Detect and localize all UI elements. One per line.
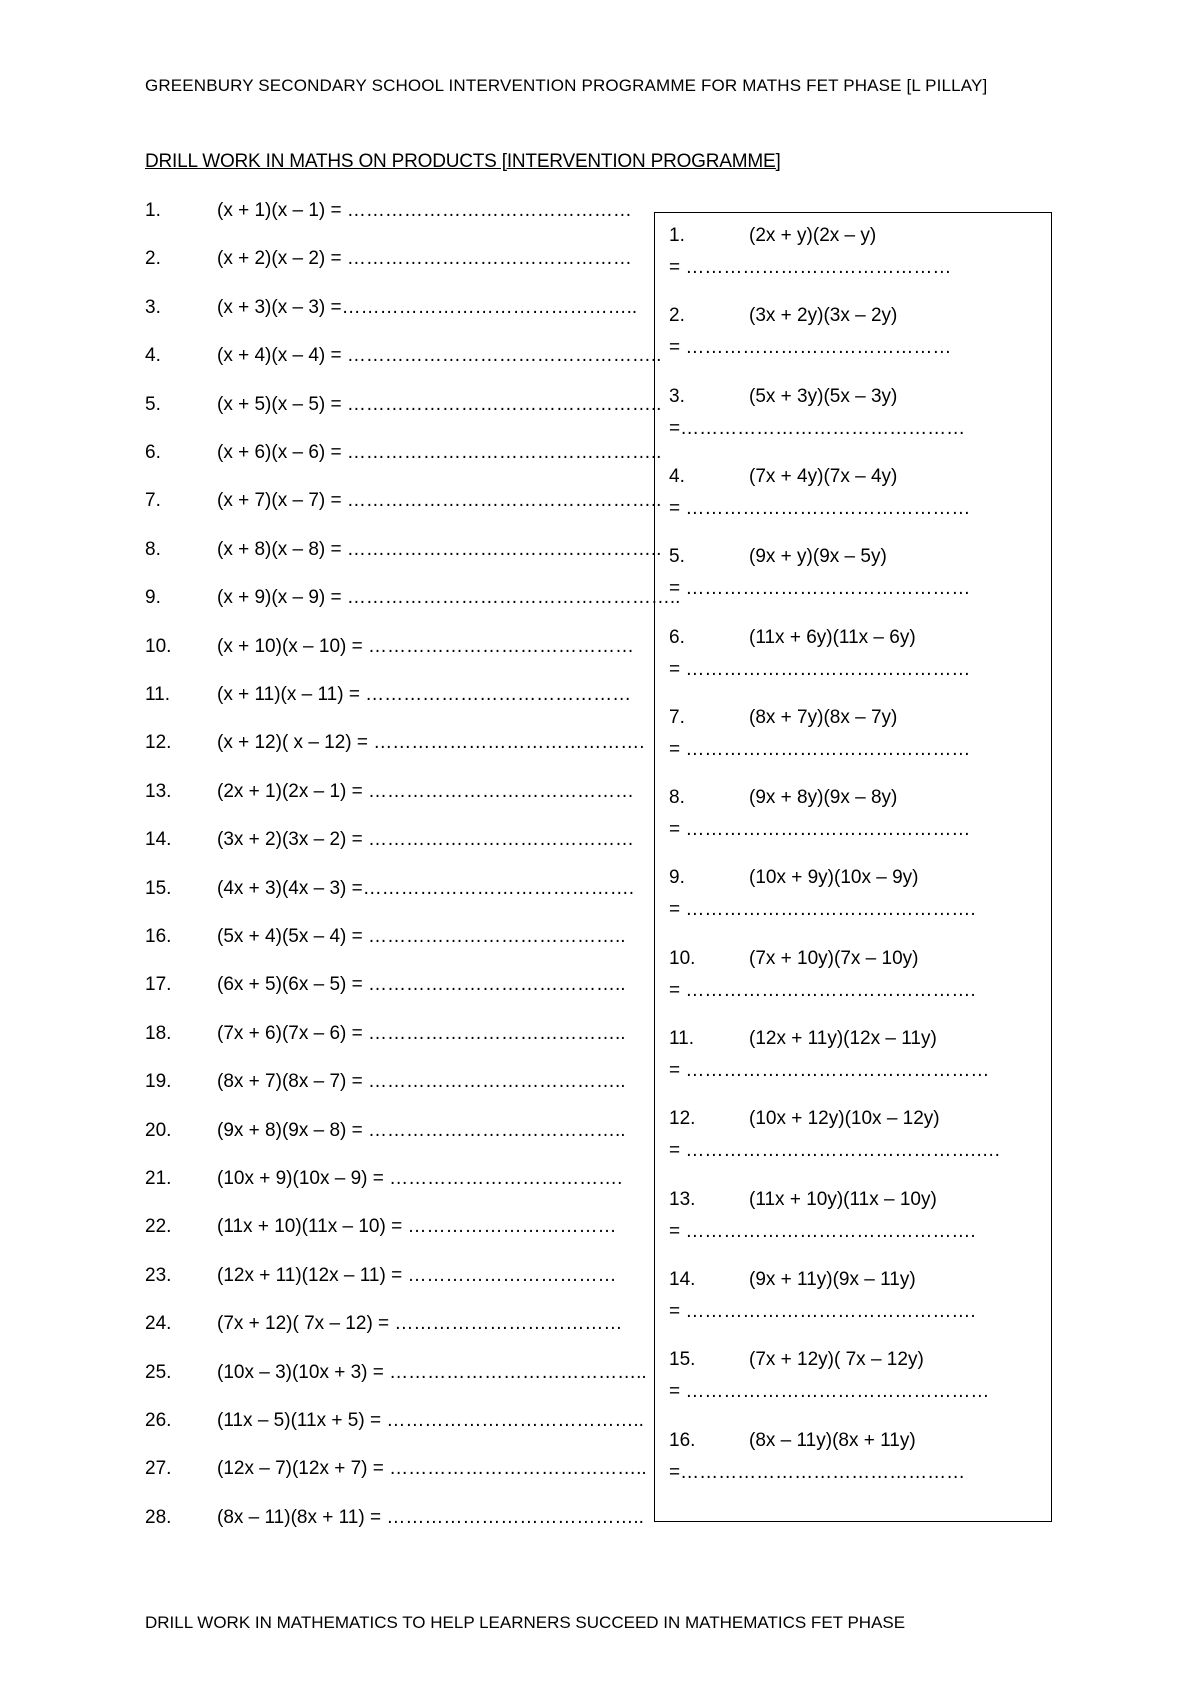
boxed-question-expression: (3x + 2y)(3x – 2y)	[749, 305, 898, 327]
boxed-question-number: 14.	[669, 1268, 696, 1290]
boxed-question-number: 5.	[669, 546, 685, 568]
question-expression: (10x – 3)(10x + 3) = …………………………………..	[217, 1361, 647, 1383]
question-expression: (12x – 7)(12x + 7) = …………………………………..	[217, 1458, 647, 1480]
boxed-question-expression: (2x + y)(2x – y)	[749, 225, 877, 246]
answer-line: = …………………………………………	[669, 1381, 990, 1403]
question-expression: (9x + 8)(9x – 8) = …………………………………..	[217, 1119, 626, 1141]
question-number: 9.	[145, 587, 161, 609]
answer-line: =………………………………………	[669, 417, 966, 439]
boxed-question-number: 2.	[669, 305, 685, 327]
question-expression: (x + 10)(x – 10) = ……………………………………	[217, 635, 635, 657]
question-number: 16.	[145, 926, 172, 947]
boxed-question-number: 16.	[669, 1429, 696, 1451]
question-expression: (x + 7)(x – 7) = …………………………………………..	[217, 490, 662, 512]
question-number: 3.	[145, 296, 161, 318]
question-expression: (4x + 3)(4x – 3) =…………………………………….	[217, 877, 635, 899]
boxed-question-number: 12.	[669, 1108, 696, 1130]
question-expression: (x + 3)(x – 3) =………………………………………..	[217, 296, 638, 318]
boxed-question-expression: (10x + 12y)(10x – 12y)	[749, 1108, 940, 1130]
question-number: 6.	[145, 442, 161, 463]
question-number: 14.	[145, 829, 172, 851]
answer-line: = ……………………………………	[669, 257, 952, 278]
right-question-box	[654, 212, 1052, 1522]
question-number: 21.	[145, 1168, 172, 1189]
boxed-question-number: 1.	[669, 225, 685, 246]
question-number: 4.	[145, 345, 161, 367]
question-number: 25.	[145, 1361, 172, 1383]
question-number: 7.	[145, 490, 161, 512]
question-number: 18.	[145, 1022, 172, 1044]
answer-line: = ……………………………………….	[669, 1300, 976, 1322]
question-number: 20.	[145, 1119, 172, 1141]
question-expression: (x + 1)(x – 1) = ………………………………………	[217, 200, 632, 221]
boxed-question-expression: (11x + 10y)(11x – 10y)	[749, 1188, 937, 1210]
question-expression: (3x + 2)(3x – 2) = ……………………………………	[217, 829, 635, 851]
boxed-question-number: 6.	[669, 626, 685, 648]
answer-line: = ………………………………………	[669, 738, 971, 760]
answer-line: = ………………………………………	[669, 819, 971, 841]
question-expression: (6x + 5)(6x – 5) = …………………………………..	[217, 974, 626, 996]
question-number: 22.	[145, 1216, 172, 1238]
answer-line: = ………………………………………	[669, 578, 971, 600]
answer-line: = ……………………………………….	[669, 979, 976, 1001]
question-expression: (x + 4)(x – 4) = …………………………………………..	[217, 345, 662, 367]
answer-line: = …………………………………………	[669, 1060, 990, 1081]
question-number: 8.	[145, 538, 161, 560]
question-number: 19.	[145, 1071, 172, 1093]
boxed-question-number: 8.	[669, 787, 685, 809]
question-number: 5.	[145, 393, 161, 415]
question-number: 2.	[145, 248, 161, 270]
question-number: 11.	[145, 684, 171, 705]
question-number: 12.	[145, 732, 172, 754]
question-expression: (8x – 11)(8x + 11) = …………………………………..	[217, 1506, 644, 1528]
question-expression: (2x + 1)(2x – 1) = ……………………………………	[217, 780, 635, 802]
question-expression: (7x + 6)(7x – 6) = …………………………………..	[217, 1022, 626, 1044]
question-expression: (8x + 7)(8x – 7) = …………………………………..	[217, 1071, 626, 1093]
question-number: 27.	[145, 1458, 172, 1480]
page-header: GREENBURY SECONDARY SCHOOL INTERVENTION PROGRAMME FOR MATHS FET PHASE [L PILLAY]	[145, 76, 988, 95]
boxed-question-number: 13.	[669, 1188, 696, 1210]
boxed-question-expression: (7x + 4y)(7x – 4y)	[749, 465, 898, 487]
question-expression: (12x + 11)(12x – 11) = ……………………………	[217, 1264, 617, 1286]
boxed-question-number: 15.	[669, 1349, 696, 1371]
question-expression: (11x – 5)(11x + 5) = …………………………………..	[217, 1410, 644, 1431]
question-expression: (x + 8)(x – 8) = …………………………………………..	[217, 538, 662, 560]
boxed-question-expression: (8x – 11y)(8x + 11y)	[749, 1429, 916, 1451]
question-expression: (x + 5)(x – 5) = …………………………………………..	[217, 393, 662, 415]
question-expression: (10x + 9)(10x – 9) = ……………………………….	[217, 1168, 623, 1189]
boxed-question-expression: (9x + 8y)(9x – 8y)	[749, 787, 898, 809]
boxed-question-expression: (11x + 6y)(11x – 6y)	[749, 626, 916, 648]
question-expression: (x + 12)( x – 12) = …………………………………….	[217, 732, 645, 754]
boxed-question-expression: (9x + 11y)(9x – 11y)	[749, 1268, 916, 1290]
answer-line: = ………………………………………	[669, 658, 971, 680]
answer-line: = ……………………………………	[669, 337, 952, 359]
question-number: 28.	[145, 1506, 172, 1528]
worksheet-title: DRILL WORK IN MATHS ON PRODUCTS [INTERVENTION PROGRAMME]	[145, 151, 781, 172]
question-number: 23.	[145, 1264, 172, 1286]
boxed-question-expression: (5x + 3y)(5x – 3y)	[749, 385, 898, 407]
answer-line: = ………………………………………	[669, 497, 971, 519]
boxed-question-expression: (8x + 7y)(8x – 7y)	[749, 706, 898, 728]
question-number: 17.	[145, 974, 172, 996]
question-number: 24.	[145, 1313, 172, 1335]
boxed-question-expression: (12x + 11y)(12x – 11y)	[749, 1028, 937, 1049]
question-number: 10.	[145, 635, 172, 657]
answer-line: = ……………………………………….	[669, 1220, 976, 1242]
question-expression: (x + 6)(x – 6) = …………………………………………..	[217, 442, 662, 463]
boxed-question-number: 11.	[669, 1028, 695, 1049]
boxed-question-expression: (10x + 9y)(10x – 9y)	[749, 867, 919, 889]
boxed-question-expression: (9x + y)(9x – 5y)	[749, 546, 887, 568]
boxed-question-number: 4.	[669, 465, 685, 487]
question-expression: (11x + 10)(11x – 10) = ……………………………	[217, 1216, 617, 1238]
question-number: 1.	[145, 200, 161, 221]
answer-line: =………………………………………	[669, 1461, 966, 1483]
boxed-question-number: 3.	[669, 385, 685, 407]
question-expression: (5x + 4)(5x – 4) = …………………………………..	[217, 926, 626, 947]
answer-line: = ……………………………………….….	[669, 1140, 1000, 1162]
question-number: 13.	[145, 780, 172, 802]
question-expression: (7x + 12)( 7x – 12) = ………………………………	[217, 1313, 623, 1335]
boxed-question-expression: (7x + 10y)(7x – 10y)	[749, 947, 919, 969]
question-expression: (x + 2)(x – 2) = ………………………………………	[217, 248, 632, 270]
boxed-question-number: 7.	[669, 706, 685, 728]
question-number: 15.	[145, 877, 172, 899]
question-number: 26.	[145, 1410, 172, 1431]
page-footer: DRILL WORK IN MATHEMATICS TO HELP LEARNERS SUCCEED IN MATHEMATICS FET PHASE	[145, 1613, 906, 1632]
question-expression: (x + 11)(x – 11) = ……………………………………	[217, 684, 632, 705]
boxed-question-number: 9.	[669, 867, 685, 889]
question-expression: (x + 9)(x – 9) = ……………………………………………..	[217, 587, 681, 609]
answer-line: = ……………………………………….	[669, 899, 976, 921]
boxed-question-expression: (7x + 12y)( 7x – 12y)	[749, 1349, 924, 1371]
boxed-question-number: 10.	[669, 947, 696, 969]
